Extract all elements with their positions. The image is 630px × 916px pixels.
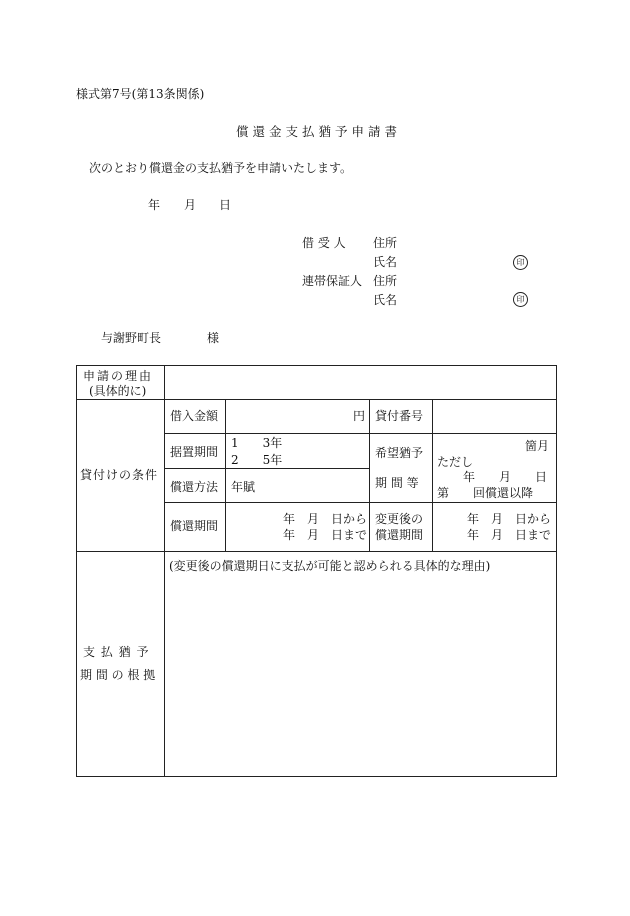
repayment-method-label: 償還方法 xyxy=(170,480,219,494)
basis-note: (変更後の償還期日に支払が可能と認められる具体的な理由) xyxy=(169,559,491,573)
reason-label: 申請の理由 xyxy=(83,369,154,383)
changed-period-label-sub: 償還期間 xyxy=(375,528,424,542)
date-month: 月 xyxy=(184,198,197,212)
borrower-seal-icon: 印 xyxy=(513,255,528,270)
provided-text: ただし xyxy=(437,455,474,469)
intro-text: 次のとおり償還金の支払猶予を申請いたします。 xyxy=(89,161,353,175)
table-rule xyxy=(432,399,433,552)
form-number: 様式第7号(第13条関係) xyxy=(76,87,205,101)
grace-option-1: 1 3年 xyxy=(231,436,283,450)
table-rule xyxy=(164,433,557,434)
borrower-address-label: 住所 xyxy=(373,236,398,250)
changed-period-from: 年 月 日から xyxy=(467,512,552,526)
changed-period-to: 年 月 日まで xyxy=(467,528,552,542)
table-border-top xyxy=(76,365,557,366)
reason-label-sub: (具体的に) xyxy=(89,384,147,398)
date-day: 日 xyxy=(219,198,232,212)
loan-amount-label: 借入金額 xyxy=(170,409,219,423)
guarantor-address-label: 住所 xyxy=(373,274,398,288)
table-rule xyxy=(164,502,557,503)
requested-months-unit: 箇月 xyxy=(525,439,550,453)
document-title: 償還金支払猶予申請書 xyxy=(236,124,402,139)
table-border-bottom xyxy=(76,776,557,777)
borrower-name-label: 氏名 xyxy=(373,255,398,269)
repayment-method-value: 年賦 xyxy=(231,480,256,494)
grace-option-2: 2 5年 xyxy=(231,453,283,467)
loan-conditions-label: 貸付けの条件 xyxy=(80,468,159,482)
guarantor-seal-icon: 印 xyxy=(513,292,528,307)
basis-label-sub: 期 間 の 根 拠 xyxy=(80,668,156,682)
addressee-name: 与謝野町長 xyxy=(101,331,162,345)
repayment-period-from: 年 月 日から xyxy=(283,512,368,526)
repayment-period-label: 償還期間 xyxy=(170,519,219,533)
guarantor-name-label: 氏名 xyxy=(373,293,398,307)
basis-label: 支 払 猶 予 xyxy=(83,645,150,659)
table-border-right xyxy=(556,365,557,777)
borrower-label: 借 受 人 xyxy=(302,236,346,250)
repayment-period-to: 年 月 日まで xyxy=(283,528,368,542)
table-rule xyxy=(76,399,557,400)
table-rule xyxy=(164,468,370,469)
guarantor-label: 連帯保証人 xyxy=(302,274,363,288)
table-rule xyxy=(164,365,165,777)
table-border-left xyxy=(76,365,77,777)
table-rule xyxy=(225,399,226,552)
requested-deferral-label: 希望猶予 xyxy=(375,446,424,460)
loan-number-label: 貸付番号 xyxy=(375,409,424,423)
requested-date: 年 月 日 xyxy=(463,470,548,484)
installment-from: 第 回償還以降 xyxy=(437,486,534,500)
date-year: 年 xyxy=(148,198,161,212)
grace-period-label: 据置期間 xyxy=(170,445,219,459)
loan-amount-unit: 円 xyxy=(353,409,366,423)
addressee-honorific: 様 xyxy=(207,331,220,345)
table-rule xyxy=(76,551,557,552)
requested-deferral-label-sub: 期 間 等 xyxy=(375,476,419,490)
changed-period-label: 変更後の xyxy=(375,512,424,526)
table-rule xyxy=(369,399,370,552)
